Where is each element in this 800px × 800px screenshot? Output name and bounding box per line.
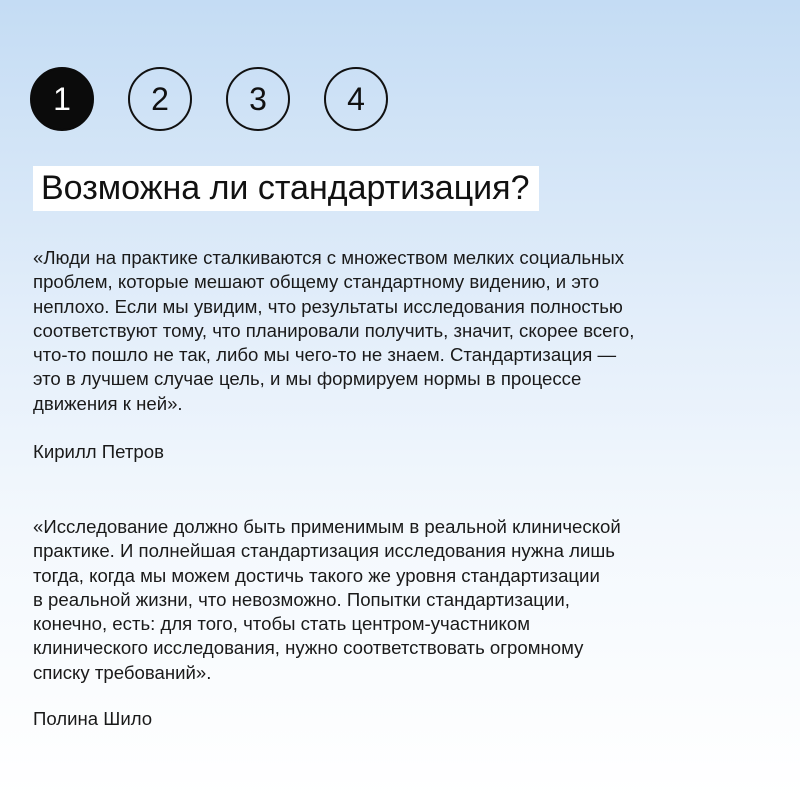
step-indicator [30,67,388,131]
quote-line: «Исследование должно быть применимым в реальной клинической [33,516,621,537]
quote-line: соответствуют тому, что планировали получить, значит, скорее всего, [33,319,635,341]
quote-2 [33,515,773,685]
quote-line: тогда, когда мы можем достичь такого же уровня стандартизации [33,564,600,586]
quote-line: клинического исследования, нужно соответствовать огромному [33,637,584,659]
quote-line: конечно, есть: для того, чтобы стать центром-участником [33,613,531,635]
quote-1-author: Кирилл Петров [33,441,164,462]
quote-line: в реальной жизни, что невозможно. Попытки стандартизации, [33,588,570,610]
page-title: Возможна ли стандартизация? [33,166,539,211]
quote-line: что-то пошло не так, либо мы чего-то не знаем. Стандартизация — [33,344,617,366]
step-4-button[interactable]: 4 [324,67,388,131]
quote-line: проблем, которые мешают общему стандартному видению, и это [33,271,600,293]
quote-line: практике. И полнейшая стандартизация исследования нужна лишь [33,540,615,562]
step-3-button[interactable]: 3 [226,67,290,131]
quote-line: неплохо. Если мы увидим, что результаты исследования полностью [33,295,623,317]
step-2-button[interactable]: 2 [128,67,192,131]
step-1-button[interactable]: 1 [30,67,94,131]
quote-2-author: Полина Шило [33,708,153,729]
quote-line: списку требований». [33,661,212,683]
quote-line: движения к ней». [33,392,183,414]
quote-line: «Люди на практике сталкиваются с множеством мелких социальных [33,247,625,268]
quote-1 [33,246,773,416]
quote-line: это в лучшем случае цель, и мы формируем нормы в процессе [33,368,582,390]
